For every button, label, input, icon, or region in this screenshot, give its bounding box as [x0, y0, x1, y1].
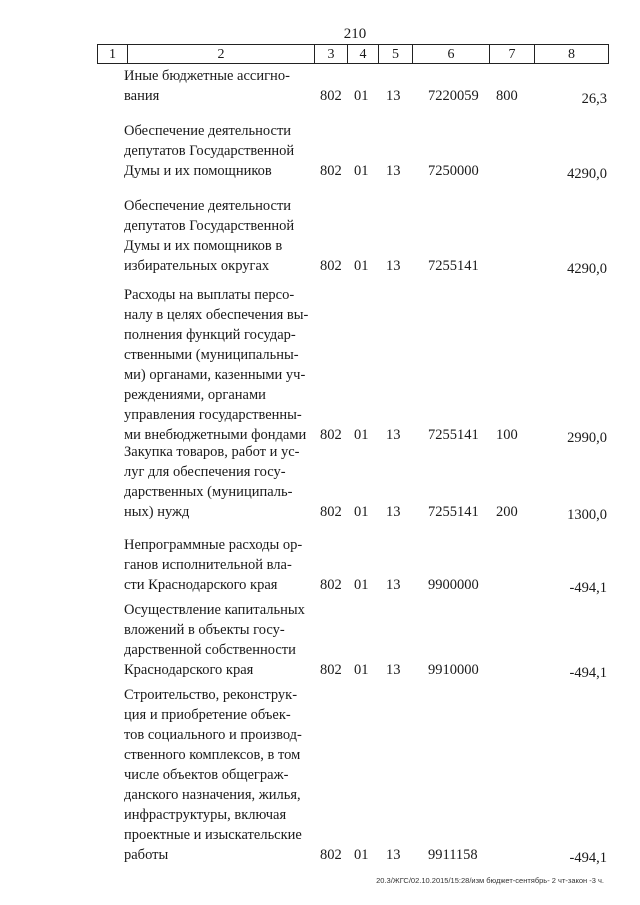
description-line: тов социального и производ- [124, 727, 302, 743]
row-value-c5: 13 [386, 577, 401, 593]
description-line: реждениями, органами [124, 387, 266, 403]
description-line: полнения функций государ- [124, 327, 296, 343]
row-value-c5: 13 [386, 427, 401, 443]
header-col-6: 6 [413, 45, 490, 63]
header-col-7: 7 [490, 45, 535, 63]
table-header [97, 44, 609, 64]
row-value-c4: 01 [354, 504, 369, 520]
row-value-c4: 01 [354, 258, 369, 274]
row-value-c6: 7250000 [428, 163, 479, 179]
row-value-c6: 9911158 [428, 847, 478, 863]
row-value-c3: 802 [320, 163, 342, 179]
page-number: 210 [343, 26, 367, 42]
header-col-5: 5 [379, 45, 413, 63]
footer-note: 20.3/ЖГС/02.10.2015/15:28/изм бюджет-сентябрь- 2 чт-закон -3 ч. [376, 876, 604, 885]
description-line: числе объектов общеграж- [124, 767, 289, 783]
row-value-c6: 9910000 [428, 662, 479, 678]
description-line: вложений в объекты госу- [124, 622, 285, 638]
description-line: ми внебюджетными фондами [124, 427, 307, 443]
row-value-c3: 802 [320, 427, 342, 443]
description-line: Обеспечение деятельности [124, 198, 292, 214]
row-value-c5: 13 [386, 258, 401, 274]
description-line: дарственной собственности [124, 642, 296, 658]
description-line: ганов исполнительной вла- [124, 557, 292, 573]
row-value-c8: 1300,0 [567, 507, 607, 523]
row-value-c6: 7255141 [428, 258, 479, 274]
row-value-c8: 26,3 [581, 91, 607, 107]
row-value-c8: -494,1 [569, 850, 607, 866]
row-value-c7: 800 [496, 88, 518, 104]
description-line: депутатов Государственной [124, 143, 295, 159]
row-value-c7: 200 [496, 504, 518, 520]
row-value-c6: 7255141 [428, 427, 479, 443]
row-value-c7: 100 [496, 427, 518, 443]
description-line: ция и приобретение объек- [124, 707, 291, 723]
row-description [124, 685, 312, 865]
row-value-c8: -494,1 [569, 665, 607, 681]
description-line: депутатов Государственной [124, 218, 295, 234]
description-line: ственными (муниципальны- [124, 347, 299, 363]
row-value-c3: 802 [320, 504, 342, 520]
row-description [124, 66, 312, 106]
description-line: Непрограммные расходы ор- [124, 537, 303, 553]
row-value-c3: 802 [320, 88, 342, 104]
row-value-c6: 7255141 [428, 504, 479, 520]
row-value-c8: -494,1 [569, 580, 607, 596]
row-description [124, 535, 312, 595]
row-value-c5: 13 [386, 504, 401, 520]
description-line: ственного комплексов, в том [124, 747, 301, 763]
row-value-c8: 4290,0 [567, 261, 607, 277]
description-line: работы [124, 847, 169, 863]
description-line: сти Краснодарского края [124, 577, 278, 593]
header-col-3: 3 [315, 45, 348, 63]
description-line: инфраструктуры, включая [124, 807, 287, 823]
header-col-2: 2 [128, 45, 315, 63]
row-value-c4: 01 [354, 662, 369, 678]
row-description [124, 196, 312, 276]
description-line: налу в целях обеспечения вы- [124, 307, 309, 323]
description-line: Краснодарского края [124, 662, 254, 678]
description-line: Расходы на выплаты персо- [124, 287, 295, 303]
description-line: управления государственны- [124, 407, 302, 423]
description-line: вания [124, 88, 160, 104]
row-value-c3: 802 [320, 847, 342, 863]
row-value-c5: 13 [386, 662, 401, 678]
header-col-4: 4 [348, 45, 379, 63]
description-line: Иные бюджетные ассигно- [124, 68, 290, 84]
description-line: Строительство, реконструк- [124, 687, 298, 703]
row-value-c4: 01 [354, 88, 369, 104]
row-value-c6: 7220059 [428, 88, 479, 104]
row-value-c5: 13 [386, 163, 401, 179]
row-value-c8: 4290,0 [567, 166, 607, 182]
header-col-8: 8 [568, 47, 575, 62]
row-description [124, 600, 312, 680]
row-description [124, 285, 312, 445]
description-line: избирательных округах [124, 258, 270, 274]
row-value-c5: 13 [386, 88, 401, 104]
description-line: Думы и их помощников в [124, 238, 283, 254]
description-line: Думы и их помощников [124, 163, 272, 179]
row-value-c5: 13 [386, 847, 401, 863]
row-value-c4: 01 [354, 847, 369, 863]
description-line: Обеспечение деятельности [124, 123, 292, 139]
row-value-c3: 802 [320, 662, 342, 678]
description-line: ми) органами, казенными уч- [124, 367, 306, 383]
row-value-c8: 2990,0 [567, 430, 607, 446]
description-line: проектные и изыскательские [124, 827, 302, 843]
row-value-c4: 01 [354, 427, 369, 443]
row-description [124, 121, 312, 181]
row-description [124, 442, 312, 522]
row-value-c3: 802 [320, 258, 342, 274]
row-value-c6: 9900000 [428, 577, 479, 593]
description-line: луг для обеспечения госу- [124, 464, 286, 480]
description-line: Закупка товаров, работ и ус- [124, 444, 300, 460]
row-value-c4: 01 [354, 577, 369, 593]
description-line: дарственных (муниципаль- [124, 484, 293, 500]
row-value-c4: 01 [354, 163, 369, 179]
description-line: Осуществление капитальных [124, 602, 305, 618]
row-value-c3: 802 [320, 577, 342, 593]
description-line: данского назначения, жилья, [124, 787, 301, 803]
description-line: ных) нужд [124, 504, 190, 520]
header-col-1: 1 [98, 45, 128, 63]
